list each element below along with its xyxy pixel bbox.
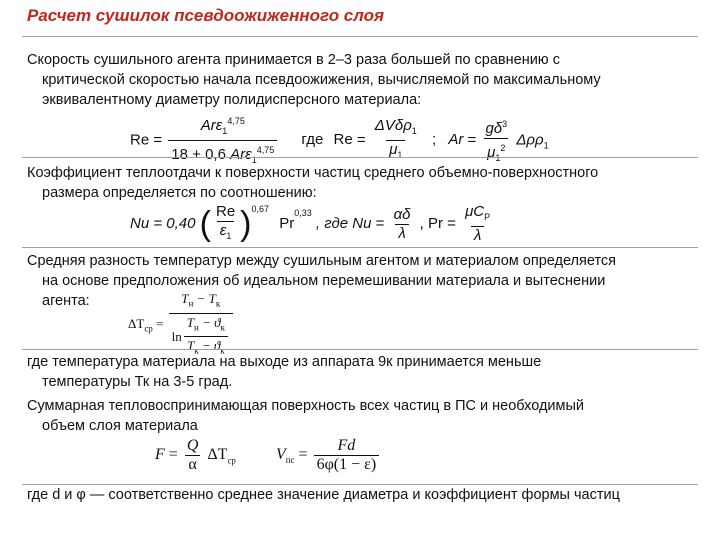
section-divider (22, 349, 698, 350)
fraction (184, 437, 202, 474)
equation-surface-volume (155, 437, 381, 474)
eq-symbol: gδ (485, 119, 503, 137)
fraction (462, 203, 493, 245)
eq-symbol: Re (333, 131, 353, 149)
eq-sup: 2 (500, 142, 506, 153)
eq-sub: к (220, 345, 225, 356)
eq-symbol: α (188, 456, 197, 473)
eq-sub: к (220, 322, 225, 333)
eq-symbol: F (155, 446, 165, 464)
eq-sub: 1 (222, 126, 228, 136)
text-line: критической скоростью начала псевдоожижения, вычисляемой по максимальному (42, 72, 601, 88)
eq-symbol: Q (186, 437, 199, 454)
eq-symbol: λ (473, 227, 482, 244)
eq-symbol: 6φ(1 − ε) (314, 455, 380, 474)
text-line: объем слоя материала (42, 418, 198, 434)
eq-symbol: ΔT (128, 315, 145, 331)
eq-sup: 0,33 (294, 207, 312, 218)
eq-symbol: − ϑ (198, 338, 221, 354)
eq-symbol: μ (389, 141, 398, 158)
eq-sup: 4,75 (256, 145, 275, 155)
fraction (391, 206, 414, 243)
eq-symbol: Nu (352, 214, 372, 232)
eq-sub: 1 (251, 155, 257, 165)
eq-symbol: T (181, 291, 189, 306)
equation-delta-t: $\Delta T_{ср}$ = $T_н - T_к$ ln $\frac{T_н - ϑ_к}{T_к - ϑ_к}$ (128, 290, 235, 360)
eq-symbol: − T (193, 291, 216, 306)
eq-sub: ср (227, 455, 236, 466)
eq-symbol: Arε (200, 117, 223, 134)
text-line: где температура материала на выходе из аппарата 9к принимается меньше (27, 354, 542, 370)
title-divider (22, 36, 698, 37)
eq-symbol: Pr (279, 214, 295, 232)
fraction (168, 112, 277, 169)
eq-symbol: Δρρ (516, 131, 544, 149)
eq-sub: 1 (411, 126, 417, 136)
eq-symbol: Ar (448, 131, 464, 149)
eq-symbol: , Pr (419, 214, 443, 232)
eq-sup: 4,75 (227, 116, 245, 126)
fraction (314, 437, 380, 474)
eq-symbol: ln (171, 328, 182, 344)
eq-symbol: Nu (130, 214, 150, 232)
eq-sub: н (188, 298, 194, 309)
eq-word: где (301, 131, 324, 149)
eq-sub: ср (144, 323, 153, 334)
eq-symbol: ΔT (207, 446, 228, 464)
eq-sub: 1 (226, 231, 232, 241)
eq-symbol: V (275, 446, 286, 464)
eq-symbol: μ (487, 143, 496, 161)
eq-sub: н (194, 322, 199, 333)
eq-symbol: λ (398, 224, 406, 242)
eq-symbol: = (168, 446, 178, 464)
eq-sub: 1 (397, 150, 403, 160)
fraction (482, 115, 510, 167)
equation-re-ar: Re = $\frac{Ar\varepsilon_1^{4,75}}{18 + 0,6 Ar\varepsilon_1^{4,75}}$ где Re = $\frac{\Delta V\delta\rho_1}{\mu_1}$ ; Ar = $\frac{g\delta^3}{\mu_1^2}$ Δρρ$_1$ (130, 112, 549, 169)
fraction (213, 203, 238, 245)
eq-sub: к (215, 298, 221, 309)
eq-sup: 0,67 (251, 203, 270, 214)
eq-word: , где (315, 214, 349, 232)
eq-sub: 1 (543, 140, 549, 151)
text-line: Скорость сушильного агента принимается в 2–3 раза большей по сравнению с (27, 52, 560, 68)
eq-symbol: = 0,40 (153, 214, 196, 232)
eq-sub: 1 (495, 152, 501, 163)
eq-symbol: Re (215, 203, 236, 220)
paragraph-heat-transfer (27, 163, 707, 203)
text-line: Суммарная тепловоспринимающая поверхность всех частиц в ПС и необходимый (27, 398, 585, 414)
paragraph-footnote (27, 485, 707, 505)
text-line: на основе предположения об идеальном перемешивании материала и вытеснении (42, 273, 606, 289)
eq-sub: P (484, 212, 491, 222)
eq-sup: 3 (502, 118, 508, 129)
eq-symbol: = (298, 446, 308, 464)
paragraph-surface (27, 396, 707, 436)
eq-symbol: T (187, 338, 195, 354)
eq-symbol: ε (219, 222, 227, 239)
section-divider (22, 157, 698, 158)
eq-symbol: αδ (393, 205, 411, 223)
text-line: размера определяется по соотношению: (42, 185, 317, 201)
eq-symbol: T (186, 314, 195, 330)
text-line: Средняя разность температур между сушильным агентом и материалом определяется (27, 253, 617, 269)
section-divider (22, 247, 698, 248)
eq-sub: пс (285, 455, 295, 466)
text-line: Коэффициент теплоотдачи к поверхности частиц среднего объемно-поверхностного (27, 165, 599, 181)
text-line: агента: (42, 293, 90, 309)
paragraph-material-temperature (27, 352, 707, 392)
text-line: где d и φ — соответственно среднее значение диаметра и коэффициент формы частиц (27, 487, 620, 503)
text-line: эквивалентному диаметру полидисперсного материала: (42, 92, 422, 108)
eq-symbol: − ϑ (198, 314, 221, 330)
eq-symbol: = (153, 131, 163, 149)
eq-sub: к (194, 345, 199, 356)
text-line: температуры Тк на 3-5 град. (42, 374, 233, 390)
eq-symbol: Fd (337, 437, 356, 454)
page-title: Расчет сушилок псевдоожиженного слоя (27, 6, 385, 25)
eq-symbol: μC (465, 203, 485, 220)
eq-symbol: Re (130, 131, 150, 149)
eq-symbol: Arε (230, 146, 252, 163)
paragraph-velocity (27, 50, 707, 110)
eq-symbol: 18 + 0,6 (171, 146, 226, 163)
eq-symbol: ΔVδρ (374, 117, 412, 134)
equation-nu: Nu = 0,40 ( $\frac{Re}{\varepsilon_1}$ )$^{0,67}$ Pr$^{0,33}$ , где Nu = $\frac{\alpha\delta}{\lambda}$ , Pr = $\frac{\mu C_P}{\lambda}$ (130, 203, 495, 245)
